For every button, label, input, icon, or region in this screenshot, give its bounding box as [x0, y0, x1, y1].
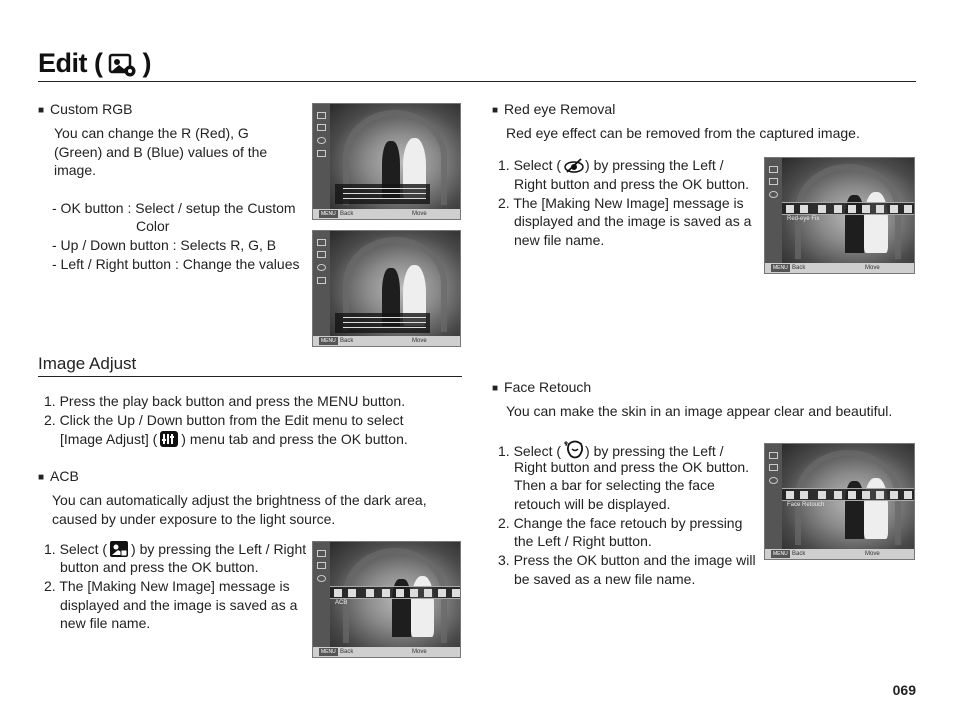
image-adjust-step-2b	[60, 430, 408, 449]
custom-rgb-body-1: You can change the R (Red), G	[54, 125, 249, 141]
face-retouch-menu-label: Face Retouch	[787, 502, 825, 508]
image-adjust-step-1: 1. Press the play back button and press the MENU button.	[44, 393, 406, 409]
acb-step-1b: button and press the OK button.	[60, 559, 259, 575]
acb-step-2c: new file name.	[60, 615, 151, 631]
acb-icon	[109, 540, 129, 558]
acb-step1-post: ) by pressing the Left / Right	[131, 541, 307, 557]
back-label: Back	[792, 551, 806, 557]
red-eye-step-1b: Right button and press the OK button.	[514, 176, 750, 192]
menu-key: MENU	[773, 551, 788, 557]
ok-button-line: - OK button : Select / setup the Custom	[52, 200, 296, 216]
leftright-button-line: - Left / Right button : Change the values	[52, 256, 300, 272]
acb-heading: ■ ACB	[38, 467, 79, 489]
title-suffix: )	[142, 48, 151, 78]
move-label: Move	[412, 211, 427, 217]
custom-rgb-screen-2	[312, 230, 461, 347]
acb-body-2: caused by under exposure to the light source.	[52, 511, 336, 527]
face-step-1b: Right button and press the OK button.	[514, 459, 750, 475]
step2b-pre: [Image Adjust] (	[60, 431, 158, 447]
red-eye-menu-label: Red-eye Fix	[787, 216, 820, 222]
face-step-2a: 2. Change the face retouch by pressing	[498, 515, 743, 531]
acb-screen	[312, 541, 461, 658]
image-adjust-heading: Image Adjust	[38, 354, 137, 373]
custom-rgb-body-2: (Green) and B (Blue) values of the	[54, 144, 268, 160]
move-label: Move	[412, 338, 427, 344]
back-label: Back	[340, 338, 354, 344]
image-adjust-icon	[159, 430, 179, 448]
edit-photo-icon	[108, 52, 138, 78]
acb-step-1	[44, 540, 306, 559]
ok-button-line-2: Color	[136, 218, 170, 234]
title-rule	[38, 81, 916, 82]
menu-key: MENU	[321, 211, 336, 217]
image-adjust-rule	[38, 376, 462, 377]
back-label: Back	[340, 649, 354, 655]
step2b-post: ) menu tab and press the OK button.	[181, 431, 408, 447]
menu-key: MENU	[321, 649, 336, 655]
menu-key: MENU	[773, 265, 788, 271]
red-eye-step1-pre: 1. Select (	[498, 157, 562, 173]
custom-rgb-body-3: image.	[54, 162, 97, 178]
acb-body-1: You can automatically adjust the brightness of the dark area,	[52, 492, 427, 508]
custom-rgb-heading: ■ Custom RGB	[38, 100, 133, 122]
acb-menu-label: ACB	[335, 600, 348, 606]
move-label: Move	[412, 649, 427, 655]
image-adjust-step-2a: 2. Click the Up / Down button from the Edit menu to select	[44, 412, 404, 428]
red-eye-heading: ■ Red eye Removal	[492, 100, 615, 122]
face-step1-post: ) by pressing the Left /	[585, 443, 724, 459]
acb-step-2b: displayed and the image is saved as a	[60, 597, 298, 613]
red-eye-icon	[563, 156, 583, 174]
face-retouch-screen	[764, 443, 915, 560]
red-eye-body: Red eye effect can be removed from the captured image.	[506, 125, 860, 141]
face-step-1c: Then a bar for selecting the face	[514, 477, 715, 493]
page-title	[38, 48, 151, 79]
face-retouch-icon	[563, 440, 583, 458]
page-number: 069	[892, 682, 916, 698]
face-step-3a: 3. Press the OK button and the image will	[498, 552, 756, 568]
acb-step-2a: 2. The [Making New Image] message is	[44, 578, 290, 594]
face-step-3b: be saved as a new file name.	[514, 571, 696, 587]
move-label: Move	[865, 551, 880, 557]
face-step-1d: retouch will be displayed.	[514, 496, 671, 512]
face-step-2b: the Left / Right button.	[514, 533, 652, 549]
back-label: Back	[340, 211, 354, 217]
face-retouch-heading: ■ Face Retouch	[492, 378, 591, 400]
move-label: Move	[865, 265, 880, 271]
custom-rgb-screen-1	[312, 103, 461, 220]
red-eye-step-1	[498, 156, 724, 175]
updown-button-line: - Up / Down button : Selects R, G, B	[52, 237, 277, 253]
red-eye-step-2b: displayed and the image is saved as a	[514, 213, 752, 229]
face-step1-pre: 1. Select (	[498, 443, 562, 459]
acb-step1-pre: 1. Select (	[44, 541, 108, 557]
title-prefix: Edit (	[38, 48, 103, 78]
menu-key: MENU	[321, 338, 336, 344]
red-eye-step1-post: ) by pressing the Left /	[585, 157, 724, 173]
back-label: Back	[792, 265, 806, 271]
face-retouch-body: You can make the skin in an image appear clear and beautiful.	[506, 403, 893, 419]
red-eye-screen	[764, 157, 915, 274]
red-eye-step-2c: new file name.	[514, 232, 605, 248]
red-eye-step-2a: 2. The [Making New Image] message is	[498, 195, 744, 211]
